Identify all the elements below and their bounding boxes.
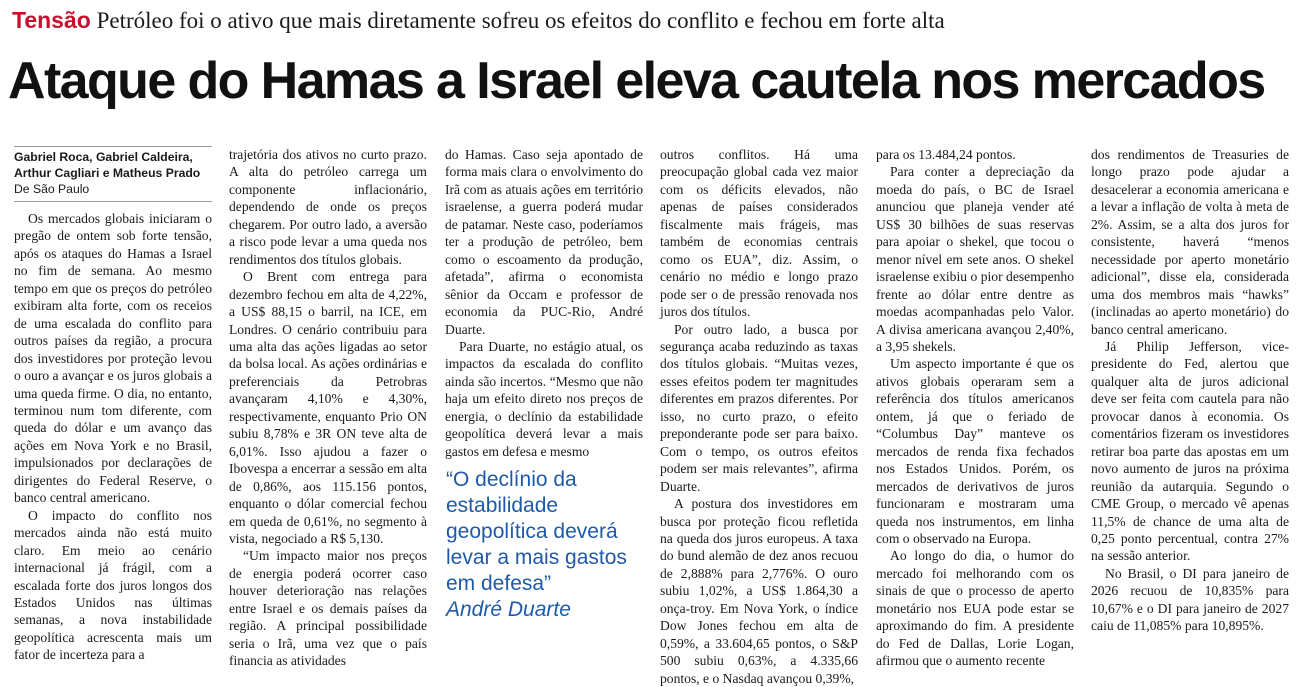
article-column-5 — [876, 146, 1074, 669]
kicker-tag: Tensão — [12, 7, 91, 33]
byline-divider — [14, 146, 212, 147]
paragraph: Um aspecto importante é que os ativos globais operaram sem a referência dos títulos americanos ontem, já que o feriado de “Columbus Day” manteve os mercados de renda fixa fechados nos Estados Unidos. Porém, os mercados de derivativos de juros funcionaram e mostraram uma queda nos instrumentos, em linha com o observado na Europa. — [876, 356, 1074, 546]
article-column-2 — [229, 146, 427, 669]
paragraph: No Brasil, o DI para janeiro de 2026 recuou de 10,835% para 10,67% e o DI para janeiro de 2027 caiu de 11,085% para 10,895%. — [1091, 565, 1289, 634]
headline: Ataque do Hamas a Israel eleva cautela nos mercados — [8, 52, 1265, 110]
byline-authors-1: Gabriel Roca, Gabriel Caldeira, — [14, 150, 193, 164]
paragraph: O impacto do conflito nos mercados ainda não está muito claro. Em meio ao cenário internacional já frágil, com a escalada forte dos juros longos dos Estados Unidos nas últimas semanas, a nova instabilidade geopolítica acrescenta mais um fator de incerteza para a — [14, 507, 212, 663]
paragraph: O Brent com entrega para dezembro fechou em alta de 4,22%, a US$ 88,15 o barril, na ICE, em Londres. O cenário contribuiu para uma alta das ações ligadas ao setor da bolsa local. As ações ordinárias e preferenciais da Petrobras avançaram 4,10% e 4,30%, respectivamente, enquanto Prio ON subiu 8,78% e 3R ON teve alta de 6,01%. Isso ajudou a fazer o Ibovespa a encerrar a sessão em alta de 0,86%, aos 115.156 pontos, enquanto o dólar comercial fechou em queda de 0,61%, no segmento à vista, negociado a R$ 5,130. — [229, 269, 427, 546]
kicker-text: Petróleo foi o ativo que mais diretamente sofreu os efeitos do conflito e fechou em forte alta — [96, 8, 945, 33]
paragraph: Para conter a depreciação da moeda do país, o BC de Israel anunciou que planeja vender até US$ 30 bilhões de suas reservas para apoiar o shekel, que tocou o menor nível em sete anos. O shekel israelense exibiu o pior desempenho frente ao dólar entre dentre as moedas acompanhadas pelo Valor. A divisa americana avançou 2,40%, a 3,95 shekels. — [876, 164, 1074, 354]
byline-authors-2: Arthur Cagliari e Matheus Prado — [14, 166, 201, 180]
article-column-4 — [660, 146, 858, 686]
pull-quote-text: “O declínio da estabilidade geopolítica deverá levar a mais gastos em defesa” — [446, 468, 627, 595]
paragraph: do Hamas. Caso seja apontado de forma mais clara o envolvimento do Irã com as atuais ações em território israelense, a guerra poderá mudar de patamar. Neste caso, poderíamos ter a produção de petróleo, bem como o escoamento da produção, afetada”, afirma o economista sênior da Occam e professor de economia da PUC-Rio, André Duarte. — [445, 147, 643, 337]
article-column-6 — [1091, 146, 1289, 654]
paragraph: Os mercados globais iniciaram o pregão de ontem sob forte tensão, após os ataques do Hamas a Israel no fim de semana. Ao mesmo tempo em que os preços do petróleo exibiram alta forte, com os receios de uma escalada do conflito para outros países da região, a procura dos investidores por proteção levou o ouro a avançar e os juros globais a uma queda firme. O dia, no entanto, terminou num tom diferente, com queda do dólar e um avanço das ações em Nova York e no Brasil, impulsionados por declarações de dirigentes do Federal Reserve, o banco central americano. — [14, 211, 212, 506]
article-column-1 — [14, 146, 212, 663]
paragraph: dos rendimentos de Treasuries de longo prazo pode ajudar a desacelerar a economia americana e a levar a inflação de volta à meta de 2%. Assim, se a alta dos juros for consistente, haverá “menos necessidade por aperto monetário adicional”, disse ela, considerada uma dos membros mais “hawks” (inclinadas ao aperto monetário) do banco central americano. — [1091, 147, 1289, 337]
paragraph: Por outro lado, a busca por segurança acaba reduzindo as taxas dos títulos globais. “Muitas vezes, esses efeitos podem ter magnitudes diferentes em prazos diferentes. Por isso, no curto prazo, o efeito preponderante pode ser para baixo. Com o tempo, os outros efeitos podem ser mais relevantes”, afirma Duarte. — [660, 321, 858, 494]
paragraph: Para Duarte, no estágio atual, os impactos da escalada do conflito ainda são incertos. “Mesmo que não haja um efeito direto nos preços de energia, o declínio da estabilidade geopolítica deverá levar a mais gastos em defesa e mesmo — [445, 338, 643, 459]
paragraph: A postura dos investidores em busca por proteção ficou refletida na queda dos juros europeus. A taxa do bund alemão de dez anos recuou de 2,888% para 2,776%. O ouro subiu 1,02%, a US$ 1.864,30 a onça-troy. Em Nova York, o índice Dow Jones fechou em alta de 0,59%, a 33.604,65 pontos, o S&P 500 subiu 0,63%, a 4.335,66 pontos, e o Nasdaq avançou 0,39%, — [660, 496, 858, 686]
byline-location: De São Paulo — [14, 181, 212, 202]
pull-quote-author: André Duarte — [446, 598, 571, 621]
paragraph: para os 13.484,24 pontos. — [876, 147, 1016, 162]
paragraph: trajetória dos ativos no curto prazo. A alta do petróleo carrega um componente inflacionário, dependendo de onde os preços chegarem. Por outro lado, a aversão a risco pode levar a uma queda nos rendimentos dos títulos globais. — [229, 147, 427, 267]
paragraph: outros conflitos. Há uma preocupação global cada vez maior com os déficits elevados, não apenas de países considerados fiscalmente mais frágeis, mas também de economias centrais como os EUA”, diz. Assim, o cenário no médio e longo prazo pode ser o de pressão renovada nos juros dos títulos. — [660, 147, 858, 320]
pull-quote — [446, 467, 646, 623]
paragraph: “Um impacto maior nos preços de energia poderá ocorrer caso houver deterioração nas relações entre Israel e os demais países da região. A principal possibilidade seria o Irã, uma vez que o país financia as atividades — [229, 548, 427, 669]
paragraph: Já Philip Jefferson, vice-presidente do Fed, alertou que qualquer alta de juros adicional deve ser feita com cautela para não provocar danos à economia. Os comentários fizeram os investidores retirar boa parte das apostas em um novo aumento de juros na próxima reunião da autarquia. Segundo o CME Group, o mercado vê apenas 11,5% de chance de uma alta de 0,25 ponto percentual, contra 27% na sessão anterior. — [1091, 338, 1289, 564]
paragraph: Ao longo do dia, o humor do mercado foi melhorando com os sinais de que o processo de aperto monetário nos EUA pode estar se aproximando do fim. A presidente do Fed de Dallas, Lorie Logan, afirmou que o aumento recente — [876, 548, 1074, 669]
kicker-line — [12, 6, 1297, 35]
